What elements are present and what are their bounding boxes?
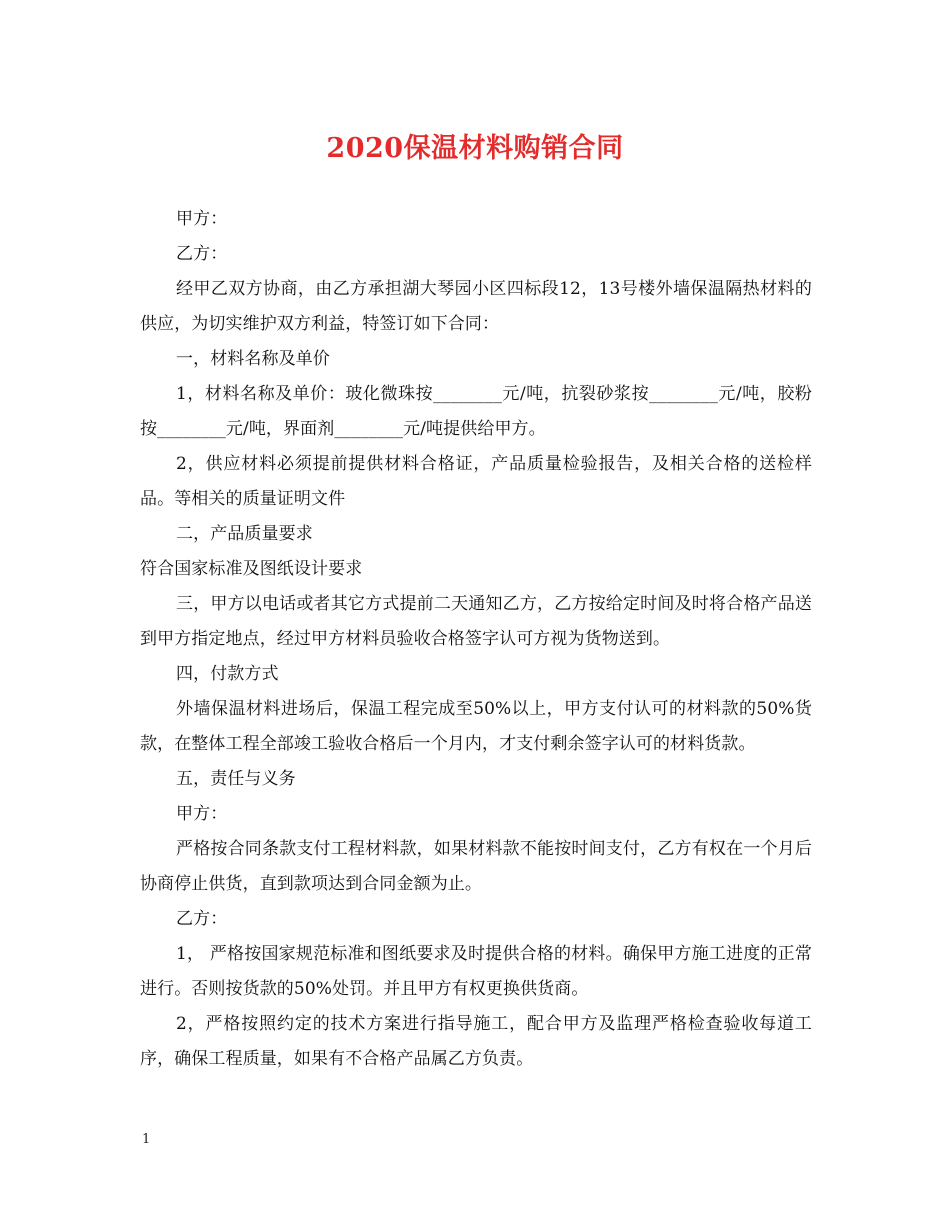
paragraph-party-b-duty-label: 乙方： <box>176 909 228 929</box>
paragraph-quality-standard: 符合国家标准及图纸设计要求 <box>140 559 363 579</box>
page-number: 1 <box>142 1132 151 1147</box>
paragraph-intro: 经甲乙双方协商，由乙方承担湖大琴园小区四标段12，13号楼外墙保温隔热材料的供应，为切实维护双方利益，特签订如下合同： <box>140 279 812 334</box>
section-heading-material: 一，材料名称及单价 <box>176 349 330 369</box>
section-heading-payment: 四，付款方式 <box>176 664 279 684</box>
paragraph-delivery: 三，甲方以电话或者其它方式提前二天通知乙方，乙方按给定时间及时将合格产品送到甲方指定地点，经过甲方材料员验收合格签字认可方视为货物送到。 <box>140 594 812 649</box>
paragraph-material-certificate: 2，供应材料必须提前提供材料合格证，产品质量检验报告，及相关合格的送检样品。等相关的质量证明文件 <box>140 454 812 509</box>
paragraph-material-price: 1，材料名称及单价：玻化微珠按________元/吨，抗裂砂浆按________元/吨，胶粉按________元/吨，界面剂________元/吨提供给甲方。 <box>140 384 812 439</box>
paragraph-party-a-duty-label: 甲方： <box>176 804 228 824</box>
section-heading-quality: 二，产品质量要求 <box>176 524 313 544</box>
paragraph-party-a-duty: 严格按合同条款支付工程材料款，如果材料款不能按时间支付，乙方有权在一个月后协商停止供货，直到款项达到合同金额为止。 <box>140 839 812 894</box>
paragraph-party-b-duty-2: 2，严格按照约定的技术方案进行指导施工，配合甲方及监理严格检查验收每道工序，确保工程质量，如果有不合格产品属乙方负责。 <box>140 1014 812 1069</box>
document-body <box>140 202 812 1077</box>
paragraph-party-a: 甲方： <box>176 209 228 229</box>
paragraph-party-b-duty-1: 1， 严格按国家规范标准和图纸要求及时提供合格的材料。确保甲方施工进度的正常进行。否则按货款的50%处罚。并且甲方有权更换供货商。 <box>140 944 812 999</box>
section-heading-responsibility: 五，责任与义务 <box>176 769 296 789</box>
document-title: 2020保温材料购销合同 <box>326 133 624 164</box>
paragraph-party-b: 乙方： <box>176 244 228 264</box>
paragraph-payment: 外墙保温材料进场后，保温工程完成至50%以上，甲方支付认可的材料款的50%货款，在整体工程全部竣工验收合格后一个月内，才支付剩余签字认可的材料货款。 <box>140 699 812 754</box>
